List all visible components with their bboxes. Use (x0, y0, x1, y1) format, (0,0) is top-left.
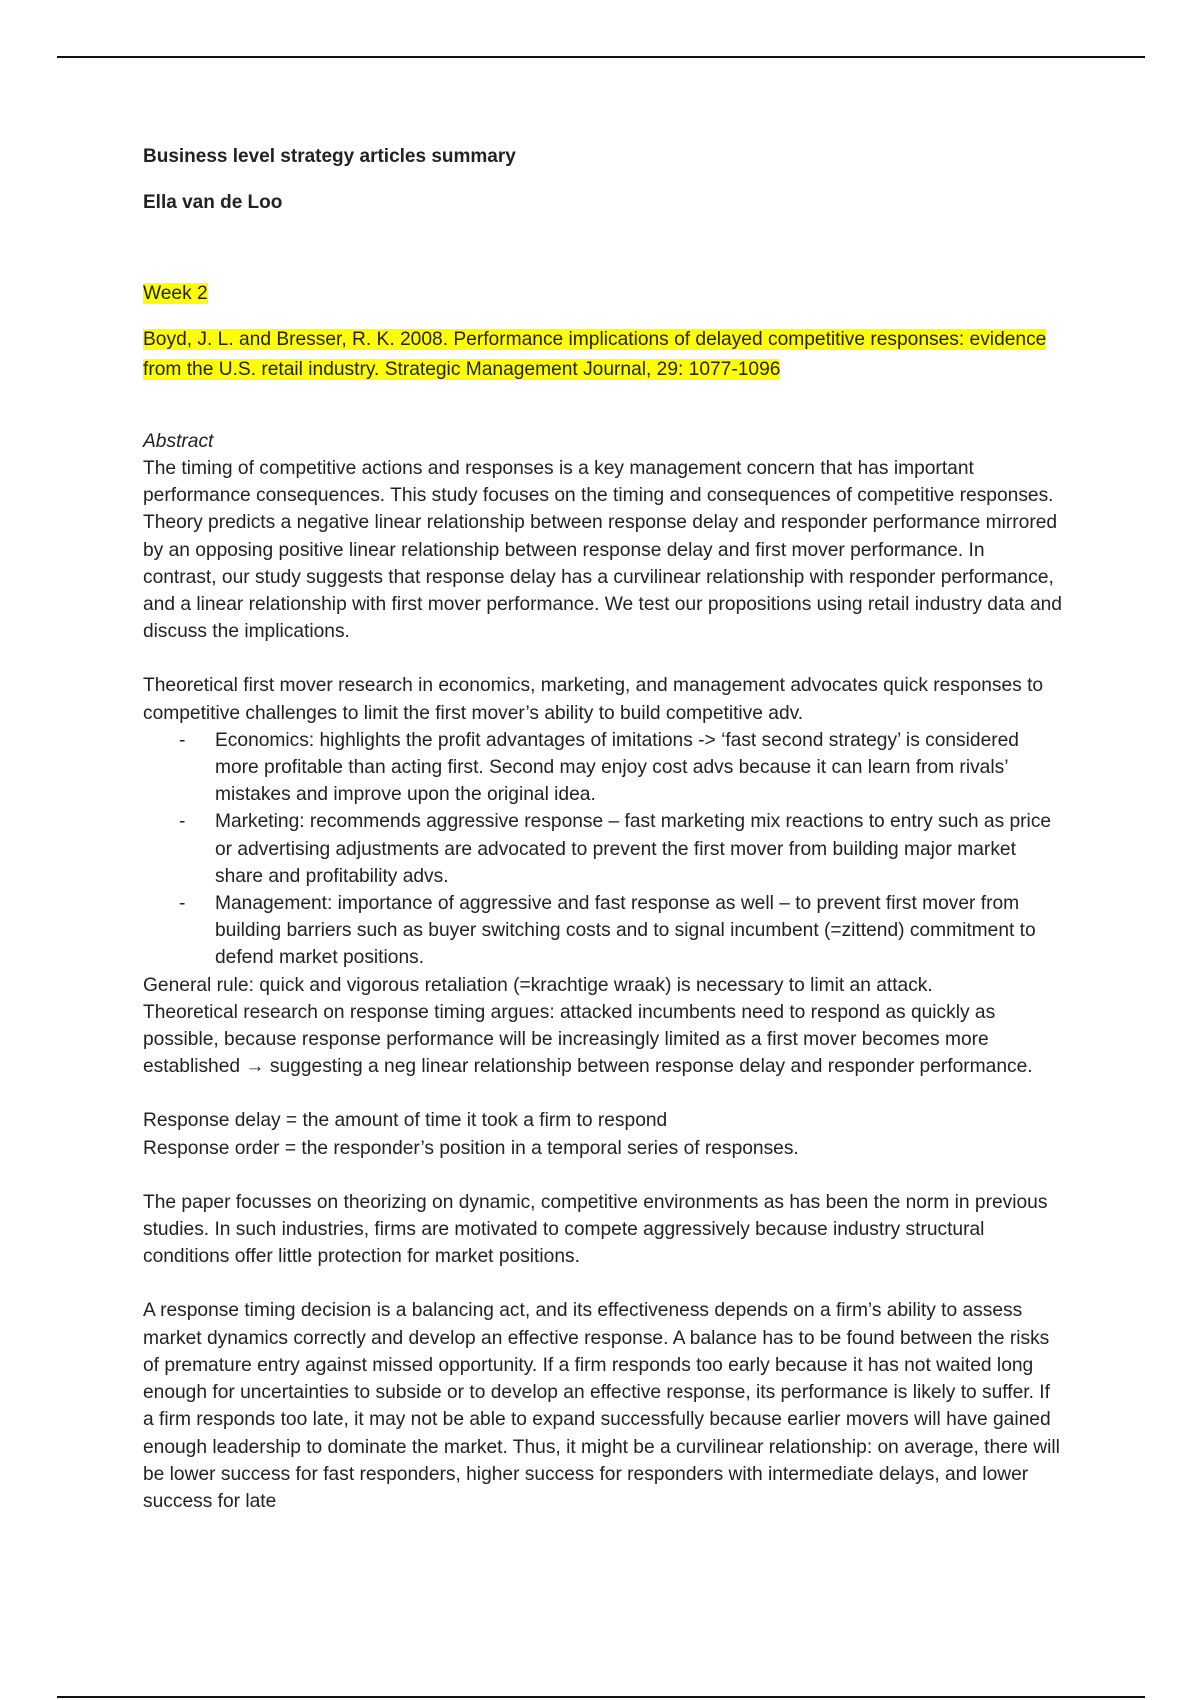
abstract-paragraph: The timing of competitive actions and responses is a key management concern that has important performance consequences. This study focuses on the timing and consequences of competitive responses. Theory predicts a negative linear relationship between response delay and responder performance mirrored by an opposing positive linear relationship between response delay and first mover performance. In contrast, our study suggests that response delay has a curvilinear relationship with responder performance, and a linear relationship with first mover performance. We test our propositions using retail industry data and discuss the implications. (143, 458, 1062, 643)
week-heading-text: Week 2 (143, 283, 208, 304)
document-author: Ella van de Loo (143, 192, 283, 213)
paragraph-theoretical-research: Theoretical research on response timing argues: attacked incumbents need to respond as quickly as possible, because response performance will be increasingly limited as a first mover becomes more established → suggesting a neg linear relationship between response delay and responder performance. (143, 1001, 1033, 1078)
definition-response-delay: Response delay = the amount of time it took a firm to respond (143, 1110, 668, 1132)
bullet-list (143, 727, 1063, 972)
list-item: - Economics: highlights the profit advantages of imitations -> ‘fast second strategy’ is considered more profitable than acting first. Second may enjoy cost advs because it can learn from rivals’ mistakes and improve upon the original idea. (215, 727, 1063, 809)
list-item: - Management: importance of aggressive and fast response as well – to prevent first mover from building barriers such as buyer switching costs and to signal incumbent (=zittend) commitment to defend market positions. (215, 890, 1063, 972)
body-text (143, 455, 1063, 1515)
definition-response-order: Response order = the responder’s position in a temporal series of responses. (143, 1137, 799, 1159)
article-reference (143, 325, 1053, 385)
paragraph-focus: The paper focusses on theorizing on dynamic, competitive environments as has been the norm in previous studies. In such industries, firms are motivated to compete aggressively because industry structural conditions offer little protection for market positions. (143, 1191, 1048, 1268)
paragraph-general-rule: General rule: quick and vigorous retaliation (=krachtige wraak) is necessary to limit an attack. (143, 974, 933, 996)
week-heading (143, 280, 208, 307)
paragraph-theoretical: Theoretical first mover research in economics, marketing, and management advocates quick responses to competitive challenges to limit the first mover’s ability to build competitive adv. (143, 675, 1044, 724)
paragraph-balance: A response timing decision is a balancing act, and its effectiveness depends on a firm’s ability to assess market dynamics correctly and develop an effective response. A balance has to be found between the risks of premature entry against missed opportunity. If a firm responds too early because it has not waited long enough for uncertainties to subside or to develop an effective response, its performance is likely to suffer. If a firm responds too late, it may not be able to expand successfully because earlier movers will have gained enough leadership to dominate the market. Thus, it might be a curvilinear relationship: on average, there will be lower success for fast responders, higher success for responders with intermediate delays, and lower success for late (143, 1300, 1060, 1512)
document-title: Business level strategy articles summary (143, 146, 516, 167)
footer-rule (57, 1696, 1145, 1698)
header-rule (57, 56, 1145, 58)
article-reference-text: Boyd, J. L. and Bresser, R. K. 2008. Performance implications of delayed competitive responses: evidence from the U.S. retail industry. Strategic Management Journal, 29: 1077-1096 (143, 329, 1047, 380)
list-item: - Marketing: recommends aggressive response – fast marketing mix reactions to entry such as price or advertising adjustments are advocated to prevent the first mover from building major market share and profitability advs. (215, 808, 1063, 890)
abstract-heading: Abstract (143, 431, 214, 452)
